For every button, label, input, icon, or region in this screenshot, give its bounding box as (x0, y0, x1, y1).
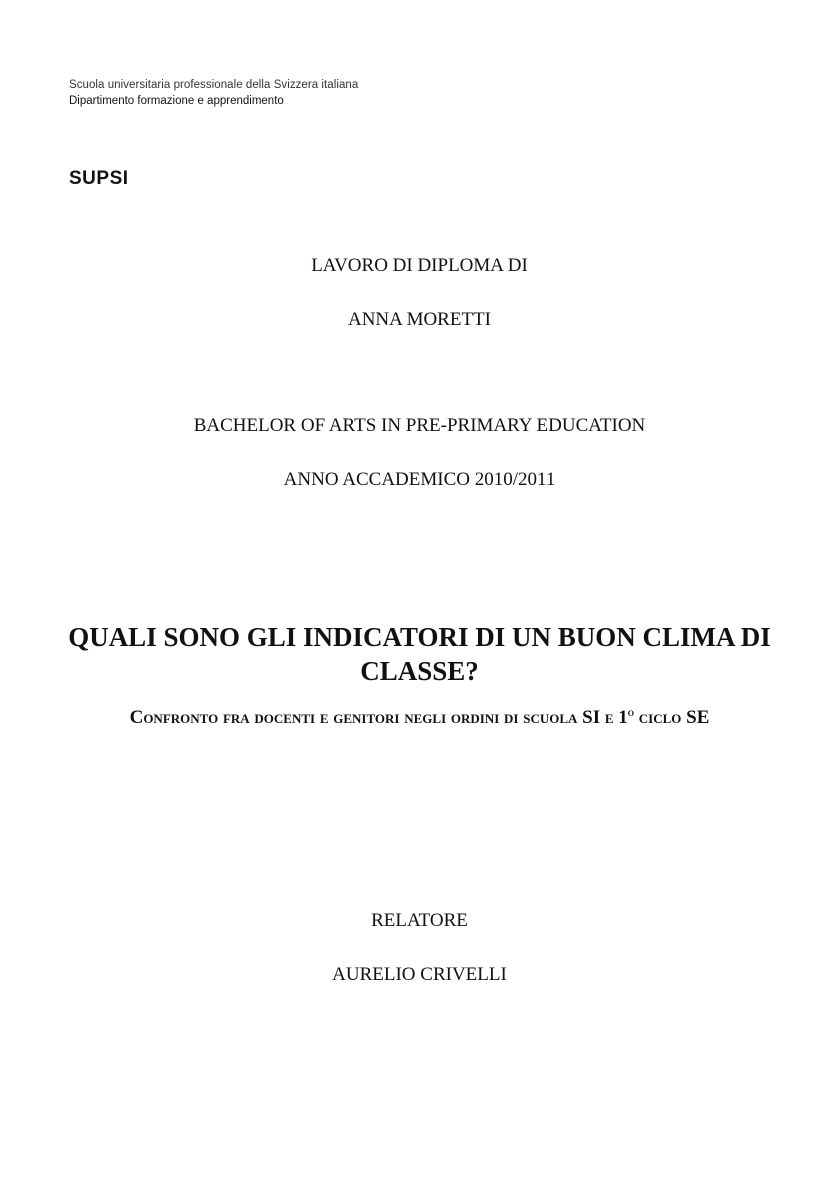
supsi-logo: SUPSI (69, 168, 129, 189)
institution-header (69, 77, 358, 109)
work-type: LAVORO DI DIPLOMA DI (311, 255, 528, 276)
subtitle-main: Confronto fra docenti e genitori negli ordini di scuola SI e 1 (129, 707, 628, 728)
institution-name: Scuola universitaria professionale della Svizzera italiana (69, 79, 359, 91)
subtitle-end: ciclo SE (634, 707, 710, 728)
supervisor-label: RELATORE (371, 910, 468, 931)
subtitle-superscript: o (627, 707, 635, 719)
thesis-title: QUALI SONO GLI INDICATORI DI UN BUON CLIMA DI CLASSE? (68, 622, 771, 686)
thesis-subtitle (0, 707, 839, 729)
department-name: Dipartimento formazione e apprendimento (69, 95, 284, 107)
academic-year: ANNO ACCADEMICO 2010/2011 (283, 469, 556, 490)
degree-name: BACHELOR OF ARTS IN PRE-PRIMARY EDUCATION (193, 415, 646, 436)
supervisor-name: AURELIO CRIVELLI (332, 964, 507, 985)
author-name: ANNA MORETTI (347, 309, 492, 330)
